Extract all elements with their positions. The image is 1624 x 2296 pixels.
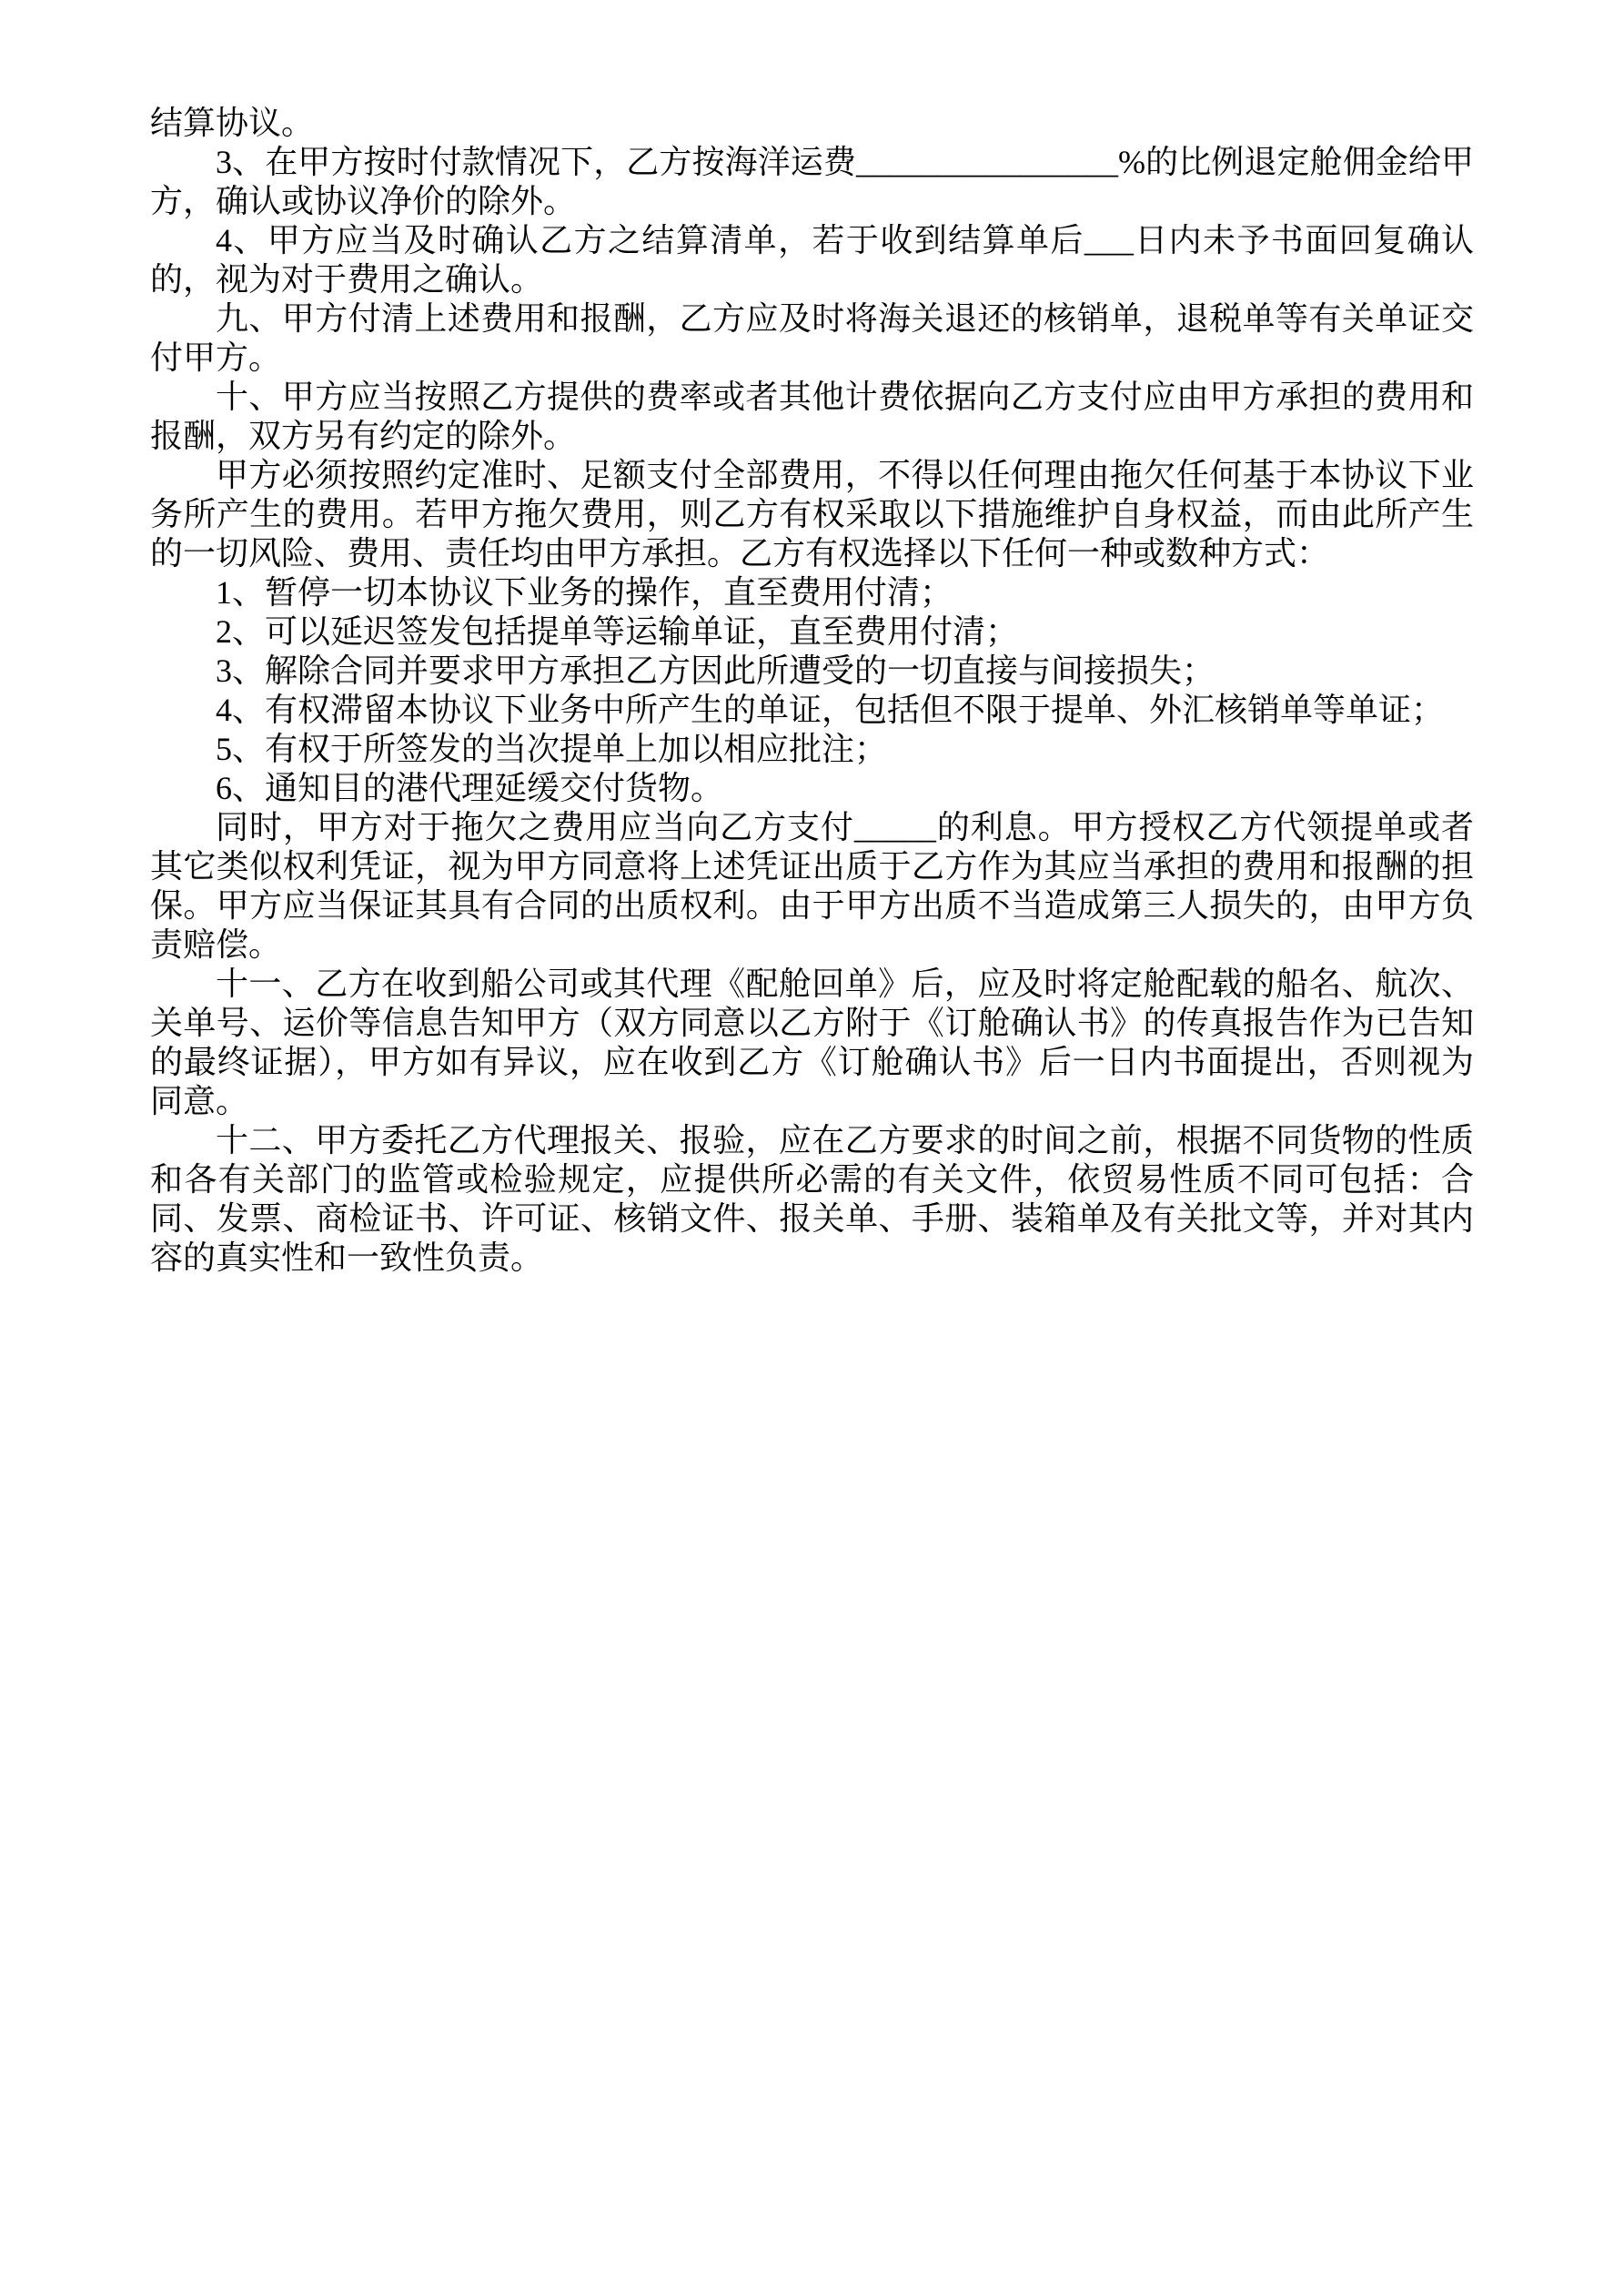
contract-paragraph: 九、甲方付清上述费用和报酬，乙方应及时将海关退还的核销单，退税单等有关单证交付甲方。 bbox=[150, 300, 1474, 376]
contract-paragraph: 十、甲方应当按照乙方提供的费率或者其他计费依据向乙方支付应由甲方承担的费用和报酬，双方另有约定的除外。 bbox=[150, 379, 1474, 454]
contract-list-item: 6、通知目的港代理延缓交付货物。 bbox=[216, 770, 724, 806]
contract-paragraph: 甲方必须按照约定准时、足额支付全部费用，不得以任何理由拖欠任何基于本协议下业务所产生的费用。若甲方拖欠费用，则乙方有权采取以下措施维护自身权益，而由此所产生的一切风险、费用、责任均由甲方承担。乙方有权选择以下任何一种或数种方式： bbox=[150, 457, 1474, 571]
contract-paragraph: 4、甲方应当及时确认乙方之结算清单，若于收到结算单后___日内未予书面回复确认的，视为对于费用之确认。 bbox=[150, 222, 1474, 298]
contract-paragraph: 十二、甲方委托乙方代理报关、报验，应在乙方要求的时间之前，根据不同货物的性质和各有关部门的监管或检验规定，应提供所必需的有关文件，依贸易性质不同可包括：合同、发票、商检证书、许可证、核销文件、报关单、手册、装箱单及有关批文等，并对其内容的真实性和一致性负责。 bbox=[150, 1122, 1474, 1276]
contract-paragraph: 十一、乙方在收到船公司或其代理《配舱回单》后，应及时将定舱配载的船名、航次、关单号、运价等信息告知甲方（双方同意以乙方附于《订舱确认书》的传真报告作为已告知的最终证据），甲方如有异议，应在收到乙方《订舱确认书》后一日内书面提出，否则视为同意。 bbox=[150, 966, 1474, 1119]
contract-paragraph: 3、在甲方按时付款情况下，乙方按海洋运费________________%的比例退定舱佣金给甲方，确认或协议净价的除外。 bbox=[150, 144, 1474, 219]
contract-paragraph: 同时，甲方对于拖欠之费用应当向乙方支付_____的利息。甲方授权乙方代领提单或者其它类似权利凭证，视为甲方同意将上述凭证出质于乙方作为其应当承担的费用和报酬的担保。甲方应当保证其具有合同的出质权利。由于甲方出质不当造成第三人损失的，由甲方负责赔偿。 bbox=[150, 809, 1474, 963]
contract-paragraph: 结算协议。 bbox=[150, 105, 315, 141]
contract-list-item: 2、可以延迟签发包括提单等运输单证，直至费用付清； bbox=[216, 613, 1019, 650]
contract-list-item: 1、暂停一切本协议下业务的操作，直至费用付清； bbox=[216, 574, 953, 611]
contract-list-item: 5、有权于所签发的当次提单上加以相应批注； bbox=[216, 731, 888, 767]
contract-list-item: 4、有权滞留本协议下业务中所产生的单证，包括但不限于提单、外汇核销单等单证； bbox=[216, 692, 1445, 728]
contract-list-item: 3、解除合同并要求甲方承担乙方因此所遭受的一切直接与间接损失； bbox=[216, 652, 1215, 689]
